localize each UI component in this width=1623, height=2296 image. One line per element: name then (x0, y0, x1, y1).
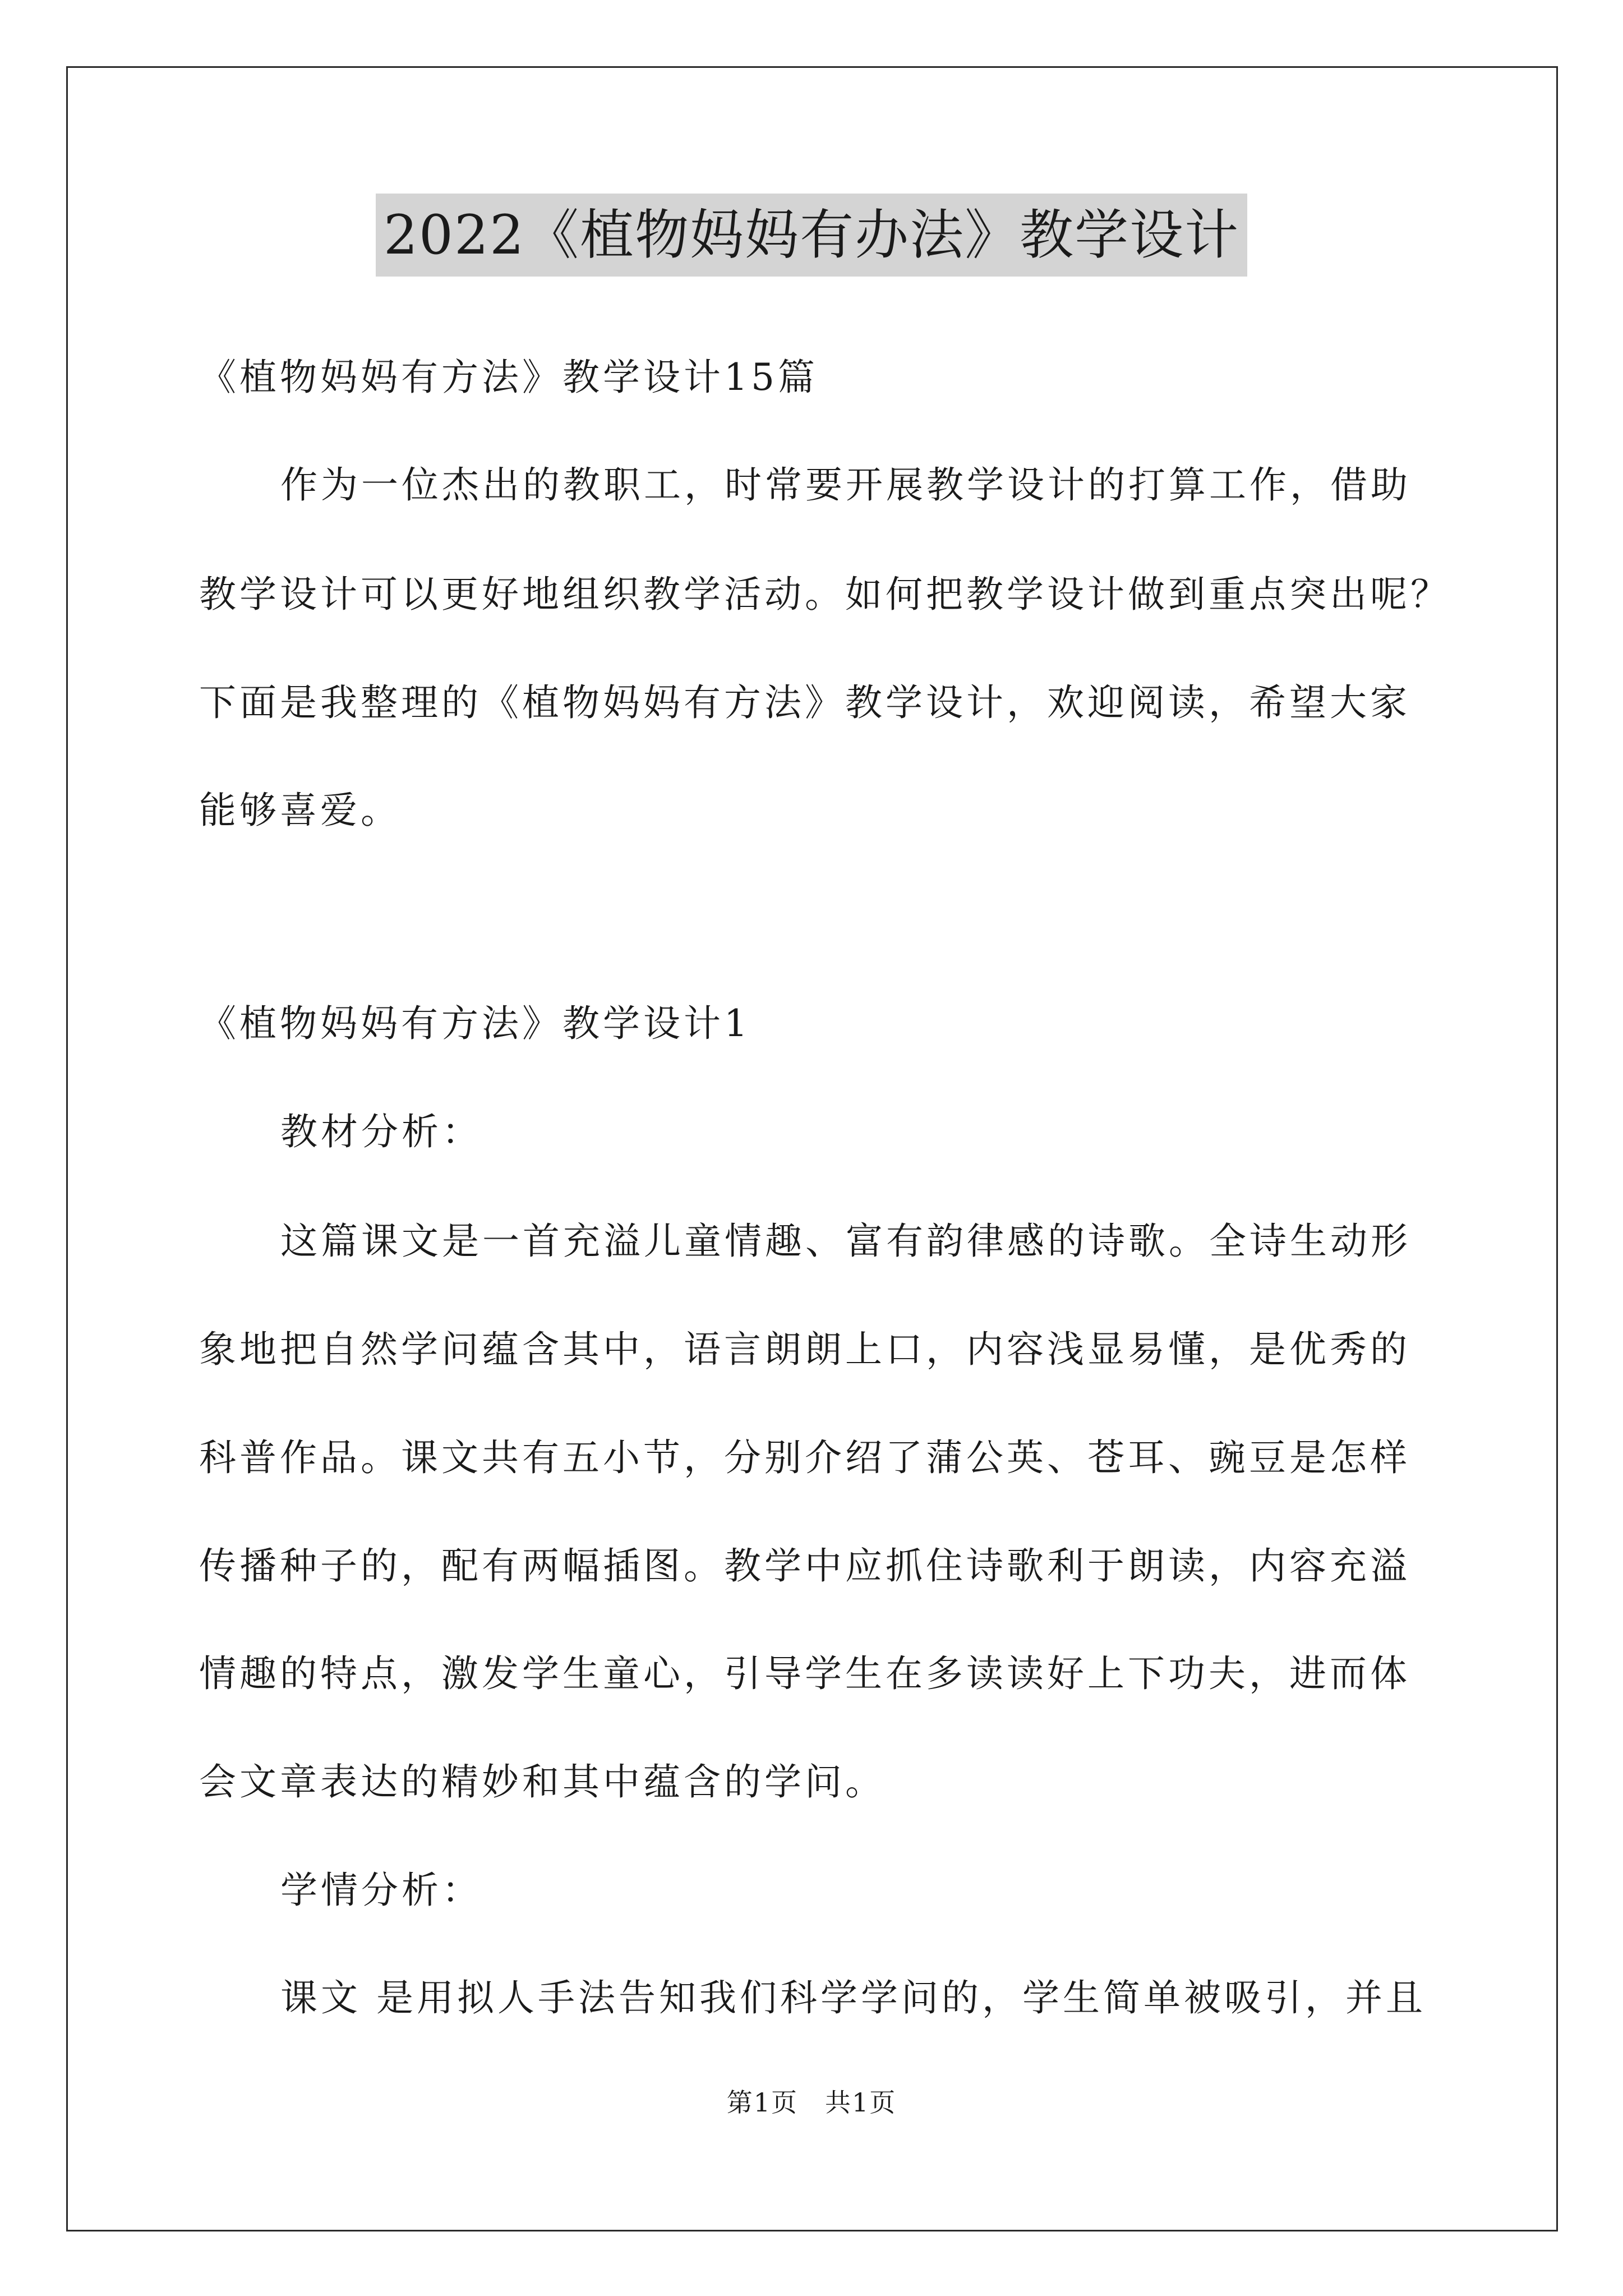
student-analysis-heading: 学情分析： (280, 1869, 482, 1912)
analysis-line: 会文章表达的精妙和其中蕴含的学问。 (199, 1760, 886, 1803)
analysis-heading: 教材分析： (280, 1110, 482, 1153)
intro-line: 下面是我整理的《植物妈妈有方法》教学设计，欢迎阅读，希望大家 (199, 681, 1410, 724)
analysis-line: 情趣的特点，激发学生童心，引导学生在多读读好上下功夫，进而体 (199, 1652, 1410, 1695)
document-title (0, 194, 1623, 277)
analysis-line: 象地把自然学问蕴含其中，语言朗朗上口，内容浅显易懂，是优秀的 (199, 1328, 1410, 1371)
intro-line: 作为一位杰出的教职工，时常要开展教学设计的打算工作，借助 (280, 463, 1411, 507)
page-number-footer: 第1页 共1页 (726, 2087, 897, 2118)
document-subtitle: 《植物妈妈有方法》教学设计15篇 (199, 356, 818, 399)
document-title-text: 2022《植物妈妈有办法》教学设计 (376, 194, 1247, 277)
analysis-line: 这篇课文是一首充溢儿童情趣、富有韵律感的诗歌。全诗生动形 (280, 1220, 1411, 1263)
intro-line: 能够喜爱。 (199, 789, 401, 832)
intro-line: 教学设计可以更好地组织教学活动。如何把教学设计做到重点突出呢？ (199, 573, 1451, 616)
student-analysis-line: 课文 是用拟人手法告知我们科学学问的，学生简单被吸引，并且 (280, 1976, 1426, 2019)
analysis-line: 科普作品。课文共有五小节，分别介绍了蒲公英、苍耳、豌豆是怎样 (199, 1436, 1410, 1479)
section-heading: 《植物妈妈有方法》教学设计1 (199, 1002, 751, 1045)
analysis-line: 传播种子的，配有两幅插图。教学中应抓住诗歌利于朗读，内容充溢 (199, 1544, 1410, 1588)
